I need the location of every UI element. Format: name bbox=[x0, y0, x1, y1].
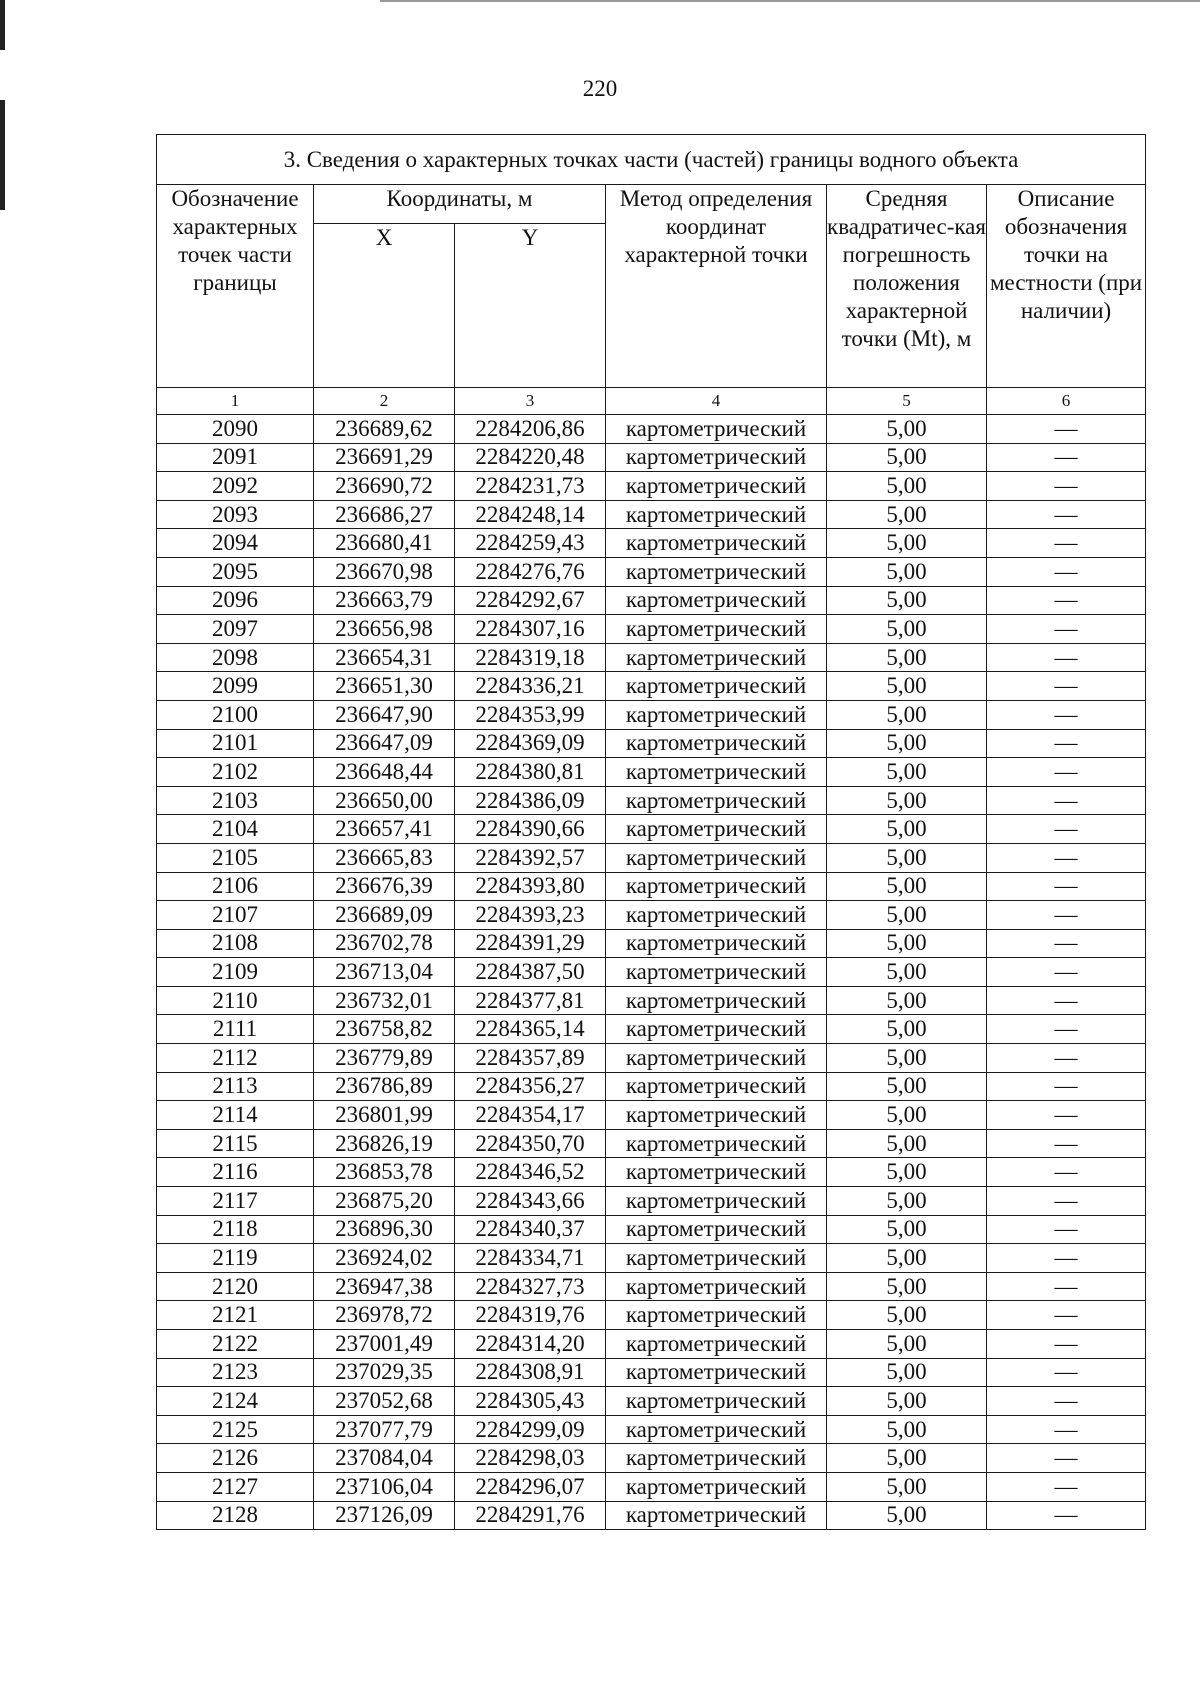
description-cell: — bbox=[987, 1272, 1146, 1301]
error-cell: 5,00 bbox=[827, 472, 987, 501]
coordinate-y-cell: 2284305,43 bbox=[455, 1387, 606, 1416]
coordinate-y-cell: 2284365,14 bbox=[455, 1015, 606, 1044]
method-cell: картометрический bbox=[606, 500, 827, 529]
description-cell: — bbox=[987, 1072, 1146, 1101]
description-cell: — bbox=[987, 586, 1146, 615]
description-cell: — bbox=[987, 500, 1146, 529]
method-cell: картометрический bbox=[606, 1244, 827, 1273]
error-cell: 5,00 bbox=[827, 1044, 987, 1073]
coordinate-y-cell: 2284220,48 bbox=[455, 443, 606, 472]
description-cell: — bbox=[987, 700, 1146, 729]
column-number: 6 bbox=[987, 388, 1146, 415]
header-error: Средняя квадратичес-кая погрешность положения характерной точки (Mt), м bbox=[827, 185, 987, 388]
coordinate-x-cell: 236826,19 bbox=[314, 1129, 455, 1158]
error-cell: 5,00 bbox=[827, 1129, 987, 1158]
error-cell: 5,00 bbox=[827, 1444, 987, 1473]
point-designation-cell: 2091 bbox=[157, 443, 314, 472]
point-designation-cell: 2099 bbox=[157, 672, 314, 701]
point-designation-cell: 2095 bbox=[157, 557, 314, 586]
point-designation-cell: 2094 bbox=[157, 529, 314, 558]
error-cell: 5,00 bbox=[827, 1158, 987, 1187]
coordinate-x-cell: 237084,04 bbox=[314, 1444, 455, 1473]
table-row bbox=[157, 1444, 1146, 1473]
table-row bbox=[157, 557, 1146, 586]
table-row bbox=[157, 672, 1146, 701]
table-row bbox=[157, 529, 1146, 558]
point-designation-cell: 2128 bbox=[157, 1501, 314, 1530]
table-row bbox=[157, 815, 1146, 844]
table-row bbox=[157, 786, 1146, 815]
table-row bbox=[157, 872, 1146, 901]
coordinate-x-cell: 236947,38 bbox=[314, 1272, 455, 1301]
error-cell: 5,00 bbox=[827, 1072, 987, 1101]
point-designation-cell: 2117 bbox=[157, 1187, 314, 1216]
coordinate-y-cell: 2284369,09 bbox=[455, 729, 606, 758]
coordinate-y-cell: 2284292,67 bbox=[455, 586, 606, 615]
description-cell: — bbox=[987, 1215, 1146, 1244]
header-x: X bbox=[314, 224, 455, 388]
coordinate-x-cell: 236689,09 bbox=[314, 901, 455, 930]
method-cell: картометрический bbox=[606, 786, 827, 815]
point-designation-cell: 2108 bbox=[157, 929, 314, 958]
error-cell: 5,00 bbox=[827, 1101, 987, 1130]
coordinate-x-cell: 236978,72 bbox=[314, 1301, 455, 1330]
method-cell: картометрический bbox=[606, 1158, 827, 1187]
table-row bbox=[157, 1015, 1146, 1044]
point-designation-cell: 2100 bbox=[157, 700, 314, 729]
table-row bbox=[157, 586, 1146, 615]
coordinate-x-cell: 237052,68 bbox=[314, 1387, 455, 1416]
error-cell: 5,00 bbox=[827, 786, 987, 815]
coordinate-y-cell: 2284357,89 bbox=[455, 1044, 606, 1073]
coordinate-x-cell: 236657,41 bbox=[314, 815, 455, 844]
method-cell: картометрический bbox=[606, 758, 827, 787]
error-cell: 5,00 bbox=[827, 500, 987, 529]
description-cell: — bbox=[987, 1358, 1146, 1387]
point-designation-cell: 2114 bbox=[157, 1101, 314, 1130]
description-cell: — bbox=[987, 615, 1146, 644]
description-cell: — bbox=[987, 1158, 1146, 1187]
method-cell: картометрический bbox=[606, 1387, 827, 1416]
coordinate-y-cell: 2284393,23 bbox=[455, 901, 606, 930]
table-row bbox=[157, 472, 1146, 501]
table-row bbox=[157, 415, 1146, 444]
point-designation-cell: 2105 bbox=[157, 843, 314, 872]
description-cell: — bbox=[987, 1415, 1146, 1444]
method-cell: картометрический bbox=[606, 1015, 827, 1044]
coordinate-x-cell: 237077,79 bbox=[314, 1415, 455, 1444]
table-body bbox=[157, 415, 1146, 1530]
description-cell: — bbox=[987, 815, 1146, 844]
coordinate-x-cell: 236896,30 bbox=[314, 1215, 455, 1244]
point-designation-cell: 2106 bbox=[157, 872, 314, 901]
method-cell: картометрический bbox=[606, 1101, 827, 1130]
table-row bbox=[157, 1187, 1146, 1216]
description-cell: — bbox=[987, 415, 1146, 444]
page-number: 220 bbox=[582, 76, 618, 101]
error-cell: 5,00 bbox=[827, 901, 987, 930]
method-cell: картометрический bbox=[606, 472, 827, 501]
table-row bbox=[157, 958, 1146, 987]
coordinate-x-cell: 236779,89 bbox=[314, 1044, 455, 1073]
error-cell: 5,00 bbox=[827, 529, 987, 558]
column-numbering-row bbox=[157, 388, 1146, 415]
coordinate-y-cell: 2284334,71 bbox=[455, 1244, 606, 1273]
description-cell: — bbox=[987, 529, 1146, 558]
point-designation-cell: 2102 bbox=[157, 758, 314, 787]
method-cell: картометрический bbox=[606, 958, 827, 987]
coordinate-x-cell: 236702,78 bbox=[314, 929, 455, 958]
point-designation-cell: 2101 bbox=[157, 729, 314, 758]
table-row bbox=[157, 500, 1146, 529]
coordinate-y-cell: 2284206,86 bbox=[455, 415, 606, 444]
description-cell: — bbox=[987, 758, 1146, 787]
method-cell: картометрический bbox=[606, 557, 827, 586]
table-row bbox=[157, 1101, 1146, 1130]
method-cell: картометрический bbox=[606, 1415, 827, 1444]
description-cell: — bbox=[987, 643, 1146, 672]
error-cell: 5,00 bbox=[827, 929, 987, 958]
coordinate-y-cell: 2284377,81 bbox=[455, 986, 606, 1015]
point-designation-cell: 2092 bbox=[157, 472, 314, 501]
description-cell: — bbox=[987, 443, 1146, 472]
method-cell: картометрический bbox=[606, 700, 827, 729]
method-cell: картометрический bbox=[606, 1215, 827, 1244]
method-cell: картометрический bbox=[606, 901, 827, 930]
method-cell: картометрический bbox=[606, 1044, 827, 1073]
error-cell: 5,00 bbox=[827, 1187, 987, 1216]
method-cell: картометрический bbox=[606, 1272, 827, 1301]
description-cell: — bbox=[987, 472, 1146, 501]
description-cell: — bbox=[987, 958, 1146, 987]
table-row bbox=[157, 1129, 1146, 1158]
table-row bbox=[157, 1244, 1146, 1273]
point-designation-cell: 2111 bbox=[157, 1015, 314, 1044]
point-designation-cell: 2098 bbox=[157, 643, 314, 672]
error-cell: 5,00 bbox=[827, 1330, 987, 1359]
point-designation-cell: 2124 bbox=[157, 1387, 314, 1416]
coordinate-y-cell: 2284319,18 bbox=[455, 643, 606, 672]
coordinate-x-cell: 236648,44 bbox=[314, 758, 455, 787]
error-cell: 5,00 bbox=[827, 615, 987, 644]
point-designation-cell: 2120 bbox=[157, 1272, 314, 1301]
characteristic-points-table bbox=[156, 134, 1146, 1530]
coordinate-x-cell: 236732,01 bbox=[314, 986, 455, 1015]
coordinate-y-cell: 2284392,57 bbox=[455, 843, 606, 872]
coordinate-x-cell: 236665,83 bbox=[314, 843, 455, 872]
column-number: 5 bbox=[827, 388, 987, 415]
error-cell: 5,00 bbox=[827, 986, 987, 1015]
method-cell: картометрический bbox=[606, 1301, 827, 1330]
point-designation-cell: 2113 bbox=[157, 1072, 314, 1101]
error-cell: 5,00 bbox=[827, 1472, 987, 1501]
description-cell: — bbox=[987, 929, 1146, 958]
coordinate-y-cell: 2284393,80 bbox=[455, 872, 606, 901]
error-cell: 5,00 bbox=[827, 1215, 987, 1244]
coordinate-y-cell: 2284387,50 bbox=[455, 958, 606, 987]
coordinate-y-cell: 2284299,09 bbox=[455, 1415, 606, 1444]
method-cell: картометрический bbox=[606, 872, 827, 901]
method-cell: картометрический bbox=[606, 729, 827, 758]
table-row bbox=[157, 843, 1146, 872]
coordinate-y-cell: 2284291,76 bbox=[455, 1501, 606, 1530]
point-designation-cell: 2126 bbox=[157, 1444, 314, 1473]
header-method: Метод определения координат характерной точки bbox=[606, 185, 827, 388]
description-cell: — bbox=[987, 1044, 1146, 1073]
method-cell: картометрический bbox=[606, 1472, 827, 1501]
point-designation-cell: 2112 bbox=[157, 1044, 314, 1073]
error-cell: 5,00 bbox=[827, 1358, 987, 1387]
coordinate-x-cell: 236651,30 bbox=[314, 672, 455, 701]
coordinate-y-cell: 2284350,70 bbox=[455, 1129, 606, 1158]
coordinate-x-cell: 236689,62 bbox=[314, 415, 455, 444]
point-designation-cell: 2103 bbox=[157, 786, 314, 815]
method-cell: картометрический bbox=[606, 672, 827, 701]
coordinate-x-cell: 236647,90 bbox=[314, 700, 455, 729]
table-row bbox=[157, 729, 1146, 758]
point-designation-cell: 2104 bbox=[157, 815, 314, 844]
point-designation-cell: 2096 bbox=[157, 586, 314, 615]
coordinate-y-cell: 2284336,21 bbox=[455, 672, 606, 701]
coordinate-x-cell: 237106,04 bbox=[314, 1472, 455, 1501]
error-cell: 5,00 bbox=[827, 415, 987, 444]
method-cell: картометрический bbox=[606, 615, 827, 644]
coordinate-x-cell: 236801,99 bbox=[314, 1101, 455, 1130]
point-designation-cell: 2127 bbox=[157, 1472, 314, 1501]
point-designation-cell: 2116 bbox=[157, 1158, 314, 1187]
column-number: 3 bbox=[455, 388, 606, 415]
table-row bbox=[157, 1358, 1146, 1387]
description-cell: — bbox=[987, 986, 1146, 1015]
error-cell: 5,00 bbox=[827, 1272, 987, 1301]
table-row bbox=[157, 700, 1146, 729]
coordinate-y-cell: 2284307,16 bbox=[455, 615, 606, 644]
coordinate-y-cell: 2284340,37 bbox=[455, 1215, 606, 1244]
coordinate-x-cell: 236786,89 bbox=[314, 1072, 455, 1101]
method-cell: картометрический bbox=[606, 815, 827, 844]
header-description: Описание обозначения точки на местности (при наличии) bbox=[987, 185, 1146, 388]
description-cell: — bbox=[987, 672, 1146, 701]
table-row bbox=[157, 1330, 1146, 1359]
coordinate-x-cell: 236853,78 bbox=[314, 1158, 455, 1187]
method-cell: картометрический bbox=[606, 1072, 827, 1101]
method-cell: картометрический bbox=[606, 443, 827, 472]
scan-top-line bbox=[380, 0, 1200, 2]
coordinate-x-cell: 236875,20 bbox=[314, 1187, 455, 1216]
column-number: 2 bbox=[314, 388, 455, 415]
description-cell: — bbox=[987, 1387, 1146, 1416]
method-cell: картометрический bbox=[606, 529, 827, 558]
point-designation-cell: 2121 bbox=[157, 1301, 314, 1330]
column-number: 1 bbox=[157, 388, 314, 415]
error-cell: 5,00 bbox=[827, 643, 987, 672]
coordinate-x-cell: 236686,27 bbox=[314, 500, 455, 529]
coordinate-x-cell: 237126,09 bbox=[314, 1501, 455, 1530]
description-cell: — bbox=[987, 872, 1146, 901]
description-cell: — bbox=[987, 1501, 1146, 1530]
table-row bbox=[157, 758, 1146, 787]
error-cell: 5,00 bbox=[827, 1415, 987, 1444]
point-designation-cell: 2109 bbox=[157, 958, 314, 987]
coordinate-y-cell: 2284231,73 bbox=[455, 472, 606, 501]
error-cell: 5,00 bbox=[827, 586, 987, 615]
table-row bbox=[157, 1215, 1146, 1244]
table-row bbox=[157, 643, 1146, 672]
table-row bbox=[157, 986, 1146, 1015]
header-designation: Обозначение характерных точек части границы bbox=[157, 185, 314, 388]
method-cell: картометрический bbox=[606, 1444, 827, 1473]
coordinate-y-cell: 2284343,66 bbox=[455, 1187, 606, 1216]
point-designation-cell: 2119 bbox=[157, 1244, 314, 1273]
coordinate-y-cell: 2284319,76 bbox=[455, 1301, 606, 1330]
coordinate-x-cell: 236650,00 bbox=[314, 786, 455, 815]
scan-edge-mark bbox=[0, 0, 5, 50]
table-row bbox=[157, 1472, 1146, 1501]
coordinate-y-cell: 2284298,03 bbox=[455, 1444, 606, 1473]
coordinate-x-cell: 236656,98 bbox=[314, 615, 455, 644]
method-cell: картометрический bbox=[606, 1501, 827, 1530]
table-row bbox=[157, 1044, 1146, 1073]
coordinate-x-cell: 236758,82 bbox=[314, 1015, 455, 1044]
description-cell: — bbox=[987, 843, 1146, 872]
coordinate-y-cell: 2284346,52 bbox=[455, 1158, 606, 1187]
coordinate-y-cell: 2284259,43 bbox=[455, 529, 606, 558]
description-cell: — bbox=[987, 1187, 1146, 1216]
column-number: 4 bbox=[606, 388, 827, 415]
table-row bbox=[157, 1272, 1146, 1301]
table-row bbox=[157, 1415, 1146, 1444]
point-designation-cell: 2122 bbox=[157, 1330, 314, 1359]
description-cell: — bbox=[987, 1129, 1146, 1158]
method-cell: картометрический bbox=[606, 986, 827, 1015]
coordinate-y-cell: 2284380,81 bbox=[455, 758, 606, 787]
error-cell: 5,00 bbox=[827, 1501, 987, 1530]
description-cell: — bbox=[987, 557, 1146, 586]
table-row bbox=[157, 929, 1146, 958]
coordinate-x-cell: 236713,04 bbox=[314, 958, 455, 987]
method-cell: картометрический bbox=[606, 415, 827, 444]
error-cell: 5,00 bbox=[827, 1015, 987, 1044]
method-cell: картометрический bbox=[606, 586, 827, 615]
table-row bbox=[157, 443, 1146, 472]
description-cell: — bbox=[987, 1330, 1146, 1359]
coordinate-x-cell: 236680,41 bbox=[314, 529, 455, 558]
description-cell: — bbox=[987, 1472, 1146, 1501]
description-cell: — bbox=[987, 1301, 1146, 1330]
coordinate-y-cell: 2284296,07 bbox=[455, 1472, 606, 1501]
coordinate-x-cell: 236924,02 bbox=[314, 1244, 455, 1273]
error-cell: 5,00 bbox=[827, 700, 987, 729]
table-row bbox=[157, 1501, 1146, 1530]
coordinate-y-cell: 2284354,17 bbox=[455, 1101, 606, 1130]
coordinate-y-cell: 2284391,29 bbox=[455, 929, 606, 958]
method-cell: картометрический bbox=[606, 1358, 827, 1387]
coordinate-x-cell: 236691,29 bbox=[314, 443, 455, 472]
coordinate-y-cell: 2284314,20 bbox=[455, 1330, 606, 1359]
point-designation-cell: 2118 bbox=[157, 1215, 314, 1244]
point-designation-cell: 2090 bbox=[157, 415, 314, 444]
coordinate-y-cell: 2284390,66 bbox=[455, 815, 606, 844]
method-cell: картометрический bbox=[606, 1187, 827, 1216]
coordinate-y-cell: 2284327,73 bbox=[455, 1272, 606, 1301]
error-cell: 5,00 bbox=[827, 872, 987, 901]
method-cell: картометрический bbox=[606, 643, 827, 672]
table-row bbox=[157, 901, 1146, 930]
header-coordinates: Координаты, м bbox=[314, 185, 606, 224]
coordinate-x-cell: 236670,98 bbox=[314, 557, 455, 586]
point-designation-cell: 2110 bbox=[157, 986, 314, 1015]
table-row bbox=[157, 615, 1146, 644]
error-cell: 5,00 bbox=[827, 729, 987, 758]
header-y: Y bbox=[455, 224, 606, 388]
method-cell: картометрический bbox=[606, 929, 827, 958]
error-cell: 5,00 bbox=[827, 843, 987, 872]
table-row bbox=[157, 1387, 1146, 1416]
coordinate-x-cell: 237001,49 bbox=[314, 1330, 455, 1359]
table-row bbox=[157, 1301, 1146, 1330]
method-cell: картометрический bbox=[606, 843, 827, 872]
error-cell: 5,00 bbox=[827, 958, 987, 987]
point-designation-cell: 2115 bbox=[157, 1129, 314, 1158]
error-cell: 5,00 bbox=[827, 1301, 987, 1330]
point-designation-cell: 2123 bbox=[157, 1358, 314, 1387]
description-cell: — bbox=[987, 1244, 1146, 1273]
description-cell: — bbox=[987, 729, 1146, 758]
method-cell: картометрический bbox=[606, 1330, 827, 1359]
scan-edge-mark bbox=[0, 100, 5, 210]
error-cell: 5,00 bbox=[827, 672, 987, 701]
coordinate-y-cell: 2284353,99 bbox=[455, 700, 606, 729]
coordinate-x-cell: 236654,31 bbox=[314, 643, 455, 672]
coordinate-y-cell: 2284386,09 bbox=[455, 786, 606, 815]
description-cell: — bbox=[987, 1015, 1146, 1044]
description-cell: — bbox=[987, 786, 1146, 815]
error-cell: 5,00 bbox=[827, 557, 987, 586]
coordinate-y-cell: 2284308,91 bbox=[455, 1358, 606, 1387]
error-cell: 5,00 bbox=[827, 443, 987, 472]
coordinate-x-cell: 236676,39 bbox=[314, 872, 455, 901]
coordinate-x-cell: 236690,72 bbox=[314, 472, 455, 501]
coordinate-y-cell: 2284356,27 bbox=[455, 1072, 606, 1101]
description-cell: — bbox=[987, 1444, 1146, 1473]
table-title: 3. Сведения о характерных точках части (частей) границы водного объекта bbox=[157, 135, 1146, 185]
error-cell: 5,00 bbox=[827, 1244, 987, 1273]
coordinate-y-cell: 2284276,76 bbox=[455, 557, 606, 586]
point-designation-cell: 2093 bbox=[157, 500, 314, 529]
point-designation-cell: 2125 bbox=[157, 1415, 314, 1444]
coordinate-x-cell: 236647,09 bbox=[314, 729, 455, 758]
point-designation-cell: 2107 bbox=[157, 901, 314, 930]
coordinate-x-cell: 236663,79 bbox=[314, 586, 455, 615]
error-cell: 5,00 bbox=[827, 1387, 987, 1416]
point-designation-cell: 2097 bbox=[157, 615, 314, 644]
error-cell: 5,00 bbox=[827, 815, 987, 844]
description-cell: — bbox=[987, 901, 1146, 930]
error-cell: 5,00 bbox=[827, 758, 987, 787]
description-cell: — bbox=[987, 1101, 1146, 1130]
table-row bbox=[157, 1158, 1146, 1187]
coordinate-x-cell: 237029,35 bbox=[314, 1358, 455, 1387]
method-cell: картометрический bbox=[606, 1129, 827, 1158]
table-row bbox=[157, 1072, 1146, 1101]
coordinate-y-cell: 2284248,14 bbox=[455, 500, 606, 529]
